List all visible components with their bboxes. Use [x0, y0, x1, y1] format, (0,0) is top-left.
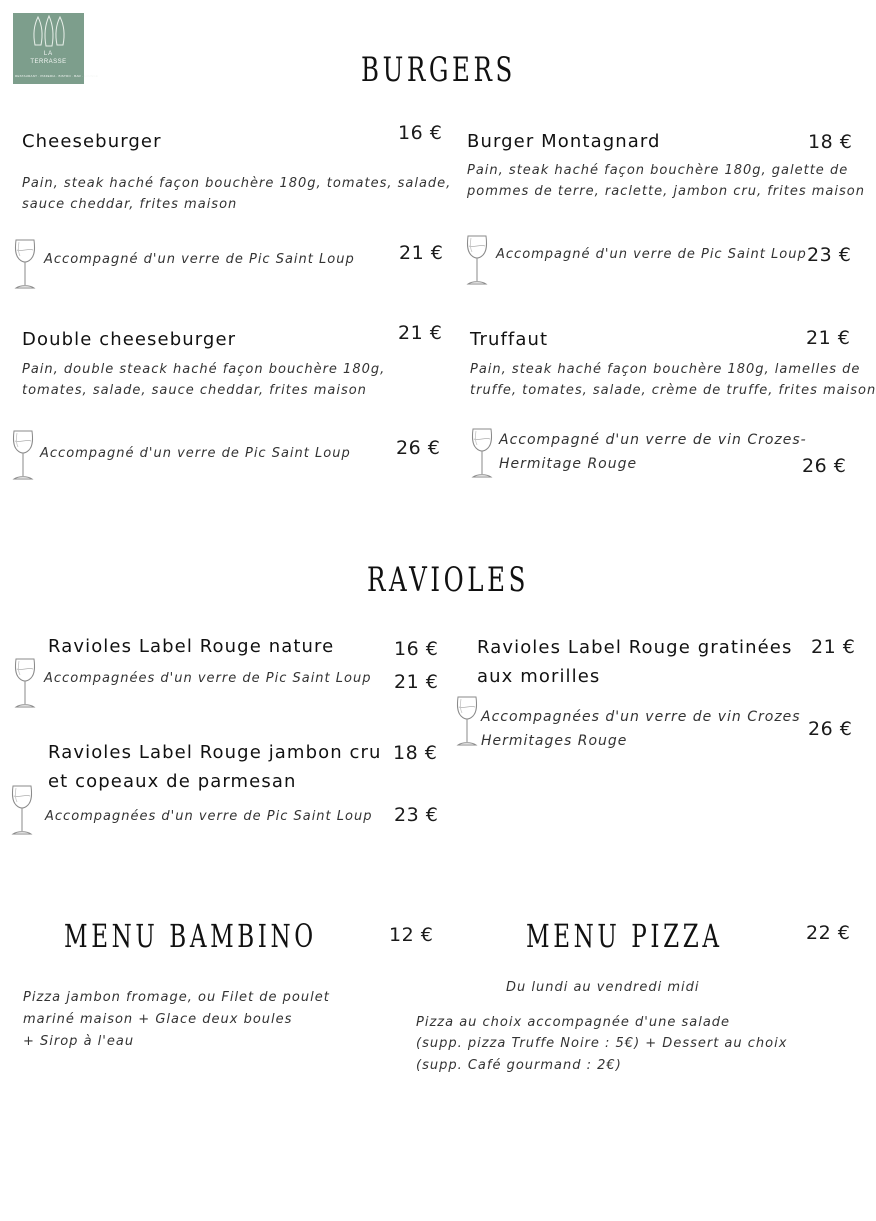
- double-cheeseburger-name: Double cheeseburger: [22, 329, 237, 350]
- ravioles-jambon-name-line2: et copeaux de parmesan: [48, 771, 297, 792]
- truffaut-name: Truffaut: [470, 329, 549, 350]
- cheeseburger-name: Cheeseburger: [22, 131, 162, 152]
- menu-bambino-price: 12 €: [389, 924, 434, 946]
- double-cheeseburger-price: 21 €: [398, 322, 443, 344]
- ravioles-jambon-price: 18 €: [393, 742, 438, 764]
- truffaut-price: 21 €: [806, 327, 851, 349]
- restaurant-logo: [13, 13, 99, 84]
- cypress-trees-icon: [13, 13, 84, 53]
- wine-glass-icon: [13, 238, 37, 290]
- ravioles-gratinees-name-line1: Ravioles Label Rouge gratinées: [477, 637, 793, 658]
- ravioles-jambon-name-line1: Ravioles Label Rouge jambon cru: [48, 742, 382, 763]
- logo-tagline: RESTAURANT · PIZZERIA · BISTRO · BAR · LOUNGE: [15, 74, 99, 78]
- menu-bambino-line2: mariné maison + Glace deux boules: [23, 1012, 293, 1027]
- wine-glass-icon: [455, 695, 479, 747]
- double-cheeseburger-wine-text: Accompagné d'un verre de Pic Saint Loup: [40, 446, 351, 461]
- cheeseburger-price: 16 €: [398, 122, 443, 144]
- ravioles-nature-wine-price: 21 €: [394, 671, 439, 693]
- double-cheeseburger-desc-line1: Pain, double steack haché façon bouchère 180g,: [22, 362, 386, 377]
- menu-pizza-heading: MENU PIZZA: [526, 917, 723, 955]
- montagnard-desc-line2: pommes de terre, raclette, jambon cru, frites maison: [467, 184, 865, 199]
- ravioles-nature-price: 16 €: [394, 638, 439, 660]
- double-cheeseburger-wine-price: 26 €: [396, 437, 441, 459]
- menu-pizza-price: 22 €: [806, 922, 851, 944]
- ravioles-nature-wine-text: Accompagnées d'un verre de Pic Saint Loup: [44, 671, 372, 686]
- wine-glass-icon: [10, 784, 34, 836]
- truffaut-desc-line1: Pain, steak haché façon bouchère 180g, lamelles de: [470, 362, 861, 377]
- cheeseburger-desc-line2: sauce cheddar, frites maison: [22, 197, 238, 212]
- menu-bambino-line3: + Sirop à l'eau: [23, 1034, 135, 1049]
- cheeseburger-wine-price: 21 €: [399, 242, 444, 264]
- menu-pizza-subtitle: Du lundi au vendredi midi: [506, 980, 700, 995]
- ravioles-gratinees-name-line2: aux morilles: [477, 666, 601, 687]
- montagnard-desc-line1: Pain, steak haché façon bouchère 180g, galette de: [467, 163, 849, 178]
- menu-pizza-line2: (supp. pizza Truffe Noire : 5€) + Dessert au choix: [416, 1036, 788, 1051]
- wine-glass-icon: [465, 234, 489, 286]
- wine-glass-icon: [470, 427, 494, 479]
- truffaut-wine-text-line1: Accompagné d'un verre de vin Crozes-: [499, 432, 807, 448]
- montagnard-wine-text: Accompagné d'un verre de Pic Saint Loup: [496, 247, 807, 262]
- burgers-heading: BURGERS: [361, 50, 516, 90]
- ravioles-jambon-wine-price: 23 €: [394, 804, 439, 826]
- ravioles-nature-name: Ravioles Label Rouge nature: [48, 636, 335, 657]
- truffaut-desc-line2: truffe, tomates, salade, crème de truffe, frites maison: [470, 383, 876, 398]
- truffaut-wine-price: 26 €: [802, 455, 847, 477]
- ravioles-gratinees-wine-text-line2: Hermitages Rouge: [481, 733, 628, 749]
- montagnard-name: Burger Montagnard: [467, 131, 661, 152]
- menu-pizza-line1: Pizza au choix accompagnée d'une salade: [416, 1015, 731, 1030]
- logo-line-la: LA: [43, 51, 54, 57]
- montagnard-price: 18 €: [808, 131, 853, 153]
- ravioles-gratinees-wine-price: 26 €: [808, 718, 853, 740]
- ravioles-gratinees-wine-text-line1: Accompagnées d'un verre de vin Crozes: [481, 709, 801, 725]
- double-cheeseburger-desc-line2: tomates, salade, sauce cheddar, frites maison: [22, 383, 367, 398]
- cheeseburger-wine-text: Accompagné d'un verre de Pic Saint Loup: [44, 252, 355, 267]
- menu-pizza-line3: (supp. Café gourmand : 2€): [416, 1058, 622, 1073]
- logo-line-terrasse: TERRASSE: [30, 59, 67, 65]
- montagnard-wine-price: 23 €: [807, 244, 852, 266]
- wine-glass-icon: [11, 429, 35, 481]
- menu-bambino-line1: Pizza jambon fromage, ou Filet de poulet: [23, 990, 330, 1005]
- ravioles-jambon-wine-text: Accompagnées d'un verre de Pic Saint Loup: [45, 809, 373, 824]
- menu-bambino-heading: MENU BAMBINO: [64, 917, 317, 955]
- truffaut-wine-text-line2: Hermitage Rouge: [499, 456, 638, 472]
- ravioles-gratinees-price: 21 €: [811, 636, 856, 658]
- wine-glass-icon: [13, 657, 37, 709]
- cheeseburger-desc-line1: Pain, steak haché façon bouchère 180g, tomates, salade,: [22, 176, 452, 191]
- ravioles-heading: RAVIOLES: [367, 560, 530, 600]
